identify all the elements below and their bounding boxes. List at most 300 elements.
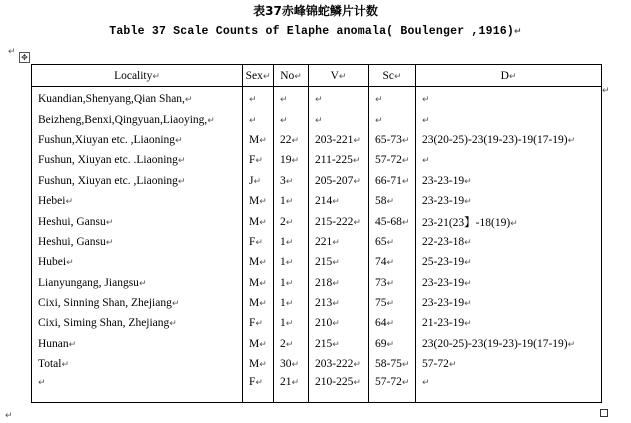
cell-value: 74 bbox=[375, 256, 387, 269]
cell-locality[interactable] bbox=[32, 211, 243, 231]
cell-no[interactable] bbox=[274, 150, 309, 170]
cell-value: 22 bbox=[280, 133, 292, 146]
cell-v[interactable] bbox=[309, 171, 369, 191]
cell-mark-icon: ↵ bbox=[386, 299, 395, 310]
cell-mark-icon: ↵ bbox=[353, 378, 361, 389]
table-row bbox=[32, 150, 602, 170]
cell-d[interactable] bbox=[416, 171, 602, 191]
cell-locality[interactable] bbox=[32, 313, 243, 333]
cell-sc[interactable] bbox=[369, 211, 416, 231]
cell-value: 19 bbox=[280, 154, 292, 167]
cell-mark-icon: ↵ bbox=[332, 278, 340, 289]
cell-d[interactable] bbox=[416, 354, 602, 374]
cell-value: 1 bbox=[280, 297, 286, 310]
cell-no[interactable] bbox=[274, 374, 309, 403]
cell-mark-icon: ↵ bbox=[464, 176, 472, 187]
cell-mark-icon: ↵ bbox=[508, 71, 517, 82]
table-title-english-text: Table 37 Scale Counts of Elaphe anomala( Boulenger ,1916) bbox=[109, 25, 514, 38]
cell-value: Total bbox=[38, 358, 62, 371]
cell-no[interactable] bbox=[274, 273, 309, 293]
cell-locality[interactable] bbox=[32, 374, 243, 403]
cell-mark-icon: ↵ bbox=[567, 339, 576, 350]
cell-value: 23(20-25)-23(19-23)-19(17-19) bbox=[422, 133, 568, 146]
cell-d[interactable] bbox=[416, 150, 602, 170]
cell-mark-icon: ↵ bbox=[386, 319, 395, 330]
paragraph-mark-icon: ↵ bbox=[8, 47, 16, 57]
cell-sex[interactable] bbox=[243, 130, 274, 150]
cell-locality[interactable] bbox=[32, 252, 243, 272]
cell-sex[interactable] bbox=[243, 273, 274, 293]
table-row bbox=[32, 87, 602, 110]
cell-value: 210-225 bbox=[315, 376, 354, 389]
cell-no[interactable] bbox=[274, 293, 309, 313]
cell-d[interactable] bbox=[416, 334, 602, 354]
cell-value: 221 bbox=[315, 235, 333, 248]
cell-d[interactable] bbox=[416, 191, 602, 211]
cell-mark-icon: ↵ bbox=[259, 258, 267, 269]
cell-v[interactable] bbox=[309, 293, 369, 313]
cell-sex[interactable] bbox=[243, 374, 274, 403]
cell-no[interactable] bbox=[274, 211, 309, 231]
cell-value: M bbox=[249, 337, 260, 350]
cell-mark-icon: ↵ bbox=[291, 156, 300, 167]
cell-d[interactable] bbox=[416, 211, 602, 231]
column-header-label: Locality bbox=[114, 69, 153, 82]
column-header-label: V bbox=[330, 69, 339, 82]
cell-mark-icon: ↵ bbox=[422, 156, 430, 167]
table-row bbox=[32, 354, 602, 374]
cell-d[interactable] bbox=[416, 313, 602, 333]
cell-mark-icon: ↵ bbox=[291, 360, 300, 371]
cell-value: F bbox=[249, 154, 256, 167]
cell-value: 203-221 bbox=[315, 133, 354, 146]
cell-mark-icon: ↵ bbox=[332, 339, 340, 350]
cell-mark-icon: ↵ bbox=[175, 135, 183, 146]
cell-mark-icon: ↵ bbox=[386, 339, 395, 350]
cell-value: 203-222 bbox=[315, 358, 354, 371]
cell-mark-icon: ↵ bbox=[315, 95, 323, 106]
cell-mark-icon: ↵ bbox=[464, 299, 472, 310]
cell-value: Fushun, Xiuyan etc. ,Liaoning bbox=[38, 174, 178, 187]
cell-value: Kuandian,Shenyang,Qian Shan, bbox=[38, 93, 185, 106]
cell-mark-icon: ↵ bbox=[65, 197, 74, 208]
cell-no[interactable] bbox=[274, 252, 309, 272]
cell-d[interactable] bbox=[416, 293, 602, 313]
cell-v[interactable] bbox=[309, 374, 369, 403]
cell-mark-icon: ↵ bbox=[285, 339, 294, 350]
table-row bbox=[32, 273, 602, 293]
cell-mark-icon: ↵ bbox=[315, 115, 323, 126]
cell-mark-icon: ↵ bbox=[422, 115, 430, 126]
cell-value: 25-23-19 bbox=[422, 256, 465, 269]
cell-mark-icon: ↵ bbox=[207, 115, 215, 126]
cell-mark-icon: ↵ bbox=[464, 197, 472, 208]
cell-value: M bbox=[249, 297, 260, 310]
cell-no[interactable] bbox=[274, 87, 309, 110]
cell-sc[interactable] bbox=[369, 191, 416, 211]
cell-sc[interactable] bbox=[369, 171, 416, 191]
cell-mark-icon: ↵ bbox=[255, 156, 263, 167]
cell-sex[interactable] bbox=[243, 293, 274, 313]
cell-value: 65-73 bbox=[375, 133, 402, 146]
cell-mark-icon: ↵ bbox=[386, 237, 395, 248]
cell-mark-icon: ↵ bbox=[253, 176, 262, 187]
cell-value: 73 bbox=[375, 276, 387, 289]
cell-value: F bbox=[249, 235, 256, 248]
cell-mark-icon: ↵ bbox=[353, 217, 361, 228]
cell-mark-icon: ↵ bbox=[353, 360, 361, 371]
cell-mark-icon: ↵ bbox=[332, 237, 340, 248]
cell-mark-icon: ↵ bbox=[464, 319, 472, 330]
cell-locality[interactable] bbox=[32, 293, 243, 313]
cell-mark-icon: ↵ bbox=[259, 299, 267, 310]
table-row bbox=[32, 252, 602, 272]
cell-locality[interactable] bbox=[32, 191, 243, 211]
cell-value: 215 bbox=[315, 256, 333, 269]
cell-no[interactable] bbox=[274, 313, 309, 333]
cell-sc[interactable] bbox=[369, 109, 416, 129]
cell-locality[interactable] bbox=[32, 109, 243, 129]
cell-value: 21 bbox=[280, 376, 292, 389]
cell-mark-icon: ↵ bbox=[332, 197, 340, 208]
cell-locality[interactable] bbox=[32, 130, 243, 150]
cell-mark-icon: ↵ bbox=[249, 95, 257, 106]
cell-mark-icon: ↵ bbox=[338, 71, 347, 82]
cell-mark-icon: ↵ bbox=[285, 278, 294, 289]
cell-value: 57-72 bbox=[375, 154, 402, 167]
cell-value: 23-23-19 bbox=[422, 174, 465, 187]
cell-value: M bbox=[249, 195, 260, 208]
cell-mark-icon: ↵ bbox=[386, 197, 395, 208]
cell-mark-icon: ↵ bbox=[401, 378, 410, 389]
cell-no[interactable] bbox=[274, 130, 309, 150]
cell-mark-icon: ↵ bbox=[152, 71, 160, 82]
cell-value: M bbox=[249, 256, 260, 269]
cell-mark-icon: ↵ bbox=[177, 156, 186, 167]
cell-mark-icon: ↵ bbox=[294, 71, 302, 82]
cell-value: F bbox=[249, 317, 256, 330]
cell-sex[interactable] bbox=[243, 313, 274, 333]
cell-mark-icon: ↵ bbox=[285, 319, 294, 330]
cell-value: 211-225 bbox=[315, 154, 353, 167]
cell-mark-icon: ↵ bbox=[285, 237, 294, 248]
cell-sex[interactable] bbox=[243, 252, 274, 272]
cell-value: 57-72 bbox=[422, 358, 449, 371]
cell-v[interactable] bbox=[309, 191, 369, 211]
cell-v[interactable] bbox=[309, 109, 369, 129]
cell-value: Heshui, Gansu bbox=[38, 215, 106, 228]
cell-mark-icon: ↵ bbox=[464, 237, 472, 248]
table-row bbox=[32, 211, 602, 231]
cell-mark-icon: ↵ bbox=[464, 278, 472, 289]
cell-value: 1 bbox=[280, 235, 286, 248]
table-row bbox=[32, 232, 602, 252]
cell-no[interactable] bbox=[274, 334, 309, 354]
cell-v[interactable] bbox=[309, 211, 369, 231]
cell-mark-icon: ↵ bbox=[285, 258, 294, 269]
cell-mark-icon: ↵ bbox=[61, 360, 70, 371]
cell-mark-icon: ↵ bbox=[375, 95, 383, 106]
cell-mark-icon: ↵ bbox=[401, 156, 410, 167]
cell-locality[interactable] bbox=[32, 232, 243, 252]
paragraph-mark-icon: ↵ bbox=[5, 411, 13, 421]
cell-mark-icon: ↵ bbox=[401, 135, 410, 146]
cell-sc[interactable] bbox=[369, 354, 416, 374]
cell-mark-icon: ↵ bbox=[171, 299, 180, 310]
cell-locality[interactable] bbox=[32, 354, 243, 374]
cell-sc[interactable] bbox=[369, 293, 416, 313]
cell-value: M bbox=[249, 215, 260, 228]
cell-value: 3 bbox=[280, 174, 286, 187]
cell-mark-icon: ↵ bbox=[249, 115, 257, 126]
cell-d[interactable] bbox=[416, 232, 602, 252]
cell-value: J bbox=[249, 174, 254, 187]
cell-v[interactable] bbox=[309, 273, 369, 293]
cell-mark-icon: ↵ bbox=[422, 95, 430, 106]
cell-value: 58-75 bbox=[375, 358, 402, 371]
paragraph-mark-icon: ↵ bbox=[514, 27, 522, 37]
cell-value: Hubei bbox=[38, 256, 67, 269]
column-header-locality bbox=[32, 65, 243, 87]
column-header-v bbox=[309, 65, 369, 87]
row-end-mark-icon: ↵ bbox=[602, 86, 610, 96]
cell-sex[interactable] bbox=[243, 354, 274, 374]
cell-value: Hebei bbox=[38, 195, 66, 208]
cell-sc[interactable] bbox=[369, 313, 416, 333]
table-move-handle-icon[interactable]: ✥ bbox=[19, 52, 30, 63]
cell-mark-icon: ↵ bbox=[259, 217, 267, 228]
cell-mark-icon: ↵ bbox=[259, 197, 267, 208]
cell-value: 64 bbox=[375, 317, 387, 330]
cell-mark-icon: ↵ bbox=[393, 71, 402, 82]
cell-v[interactable] bbox=[309, 334, 369, 354]
table-title-chinese: 表37赤峰锦蛇鳞片计数 bbox=[253, 4, 378, 18]
cell-value: 45-68 bbox=[375, 215, 402, 228]
cell-mark-icon: ↵ bbox=[448, 360, 457, 371]
cell-mark-icon: ↵ bbox=[259, 339, 267, 350]
table-row bbox=[32, 374, 602, 403]
cell-value: 2 bbox=[280, 215, 286, 228]
table-resize-handle[interactable] bbox=[600, 409, 608, 417]
cell-mark-icon: ↵ bbox=[353, 176, 361, 187]
cell-value: F bbox=[249, 376, 256, 389]
cell-mark-icon: ↵ bbox=[332, 319, 340, 330]
cell-sex[interactable] bbox=[243, 171, 274, 191]
cell-mark-icon: ↵ bbox=[280, 95, 288, 106]
cell-value: Fushun, Xiuyan etc. .Liaoning bbox=[38, 154, 178, 167]
cell-value: 57-72 bbox=[375, 376, 402, 389]
table-row bbox=[32, 313, 602, 333]
cell-sex[interactable] bbox=[243, 334, 274, 354]
cell-value: 215 bbox=[315, 337, 333, 350]
cell-locality[interactable] bbox=[32, 87, 243, 110]
cell-value: 214 bbox=[315, 195, 333, 208]
cell-value: Heshui, Gansu bbox=[38, 235, 106, 248]
table-row bbox=[32, 191, 602, 211]
cell-v[interactable] bbox=[309, 87, 369, 110]
cell-no[interactable] bbox=[274, 191, 309, 211]
cell-value: Fushun,Xiuyan etc. ,Liaoning bbox=[38, 133, 176, 146]
cell-mark-icon: ↵ bbox=[386, 258, 395, 269]
cell-value: 1 bbox=[280, 317, 286, 330]
table-title-english bbox=[0, 25, 631, 38]
cell-d[interactable] bbox=[416, 273, 602, 293]
cell-mark-icon: ↵ bbox=[105, 217, 114, 228]
cell-mark-icon: ↵ bbox=[285, 197, 294, 208]
cell-value: M bbox=[249, 358, 260, 371]
cell-mark-icon: ↵ bbox=[259, 278, 267, 289]
cell-no[interactable] bbox=[274, 354, 309, 374]
cell-mark-icon: ↵ bbox=[255, 319, 263, 330]
cell-v[interactable] bbox=[309, 313, 369, 333]
cell-v[interactable] bbox=[309, 232, 369, 252]
cell-d[interactable] bbox=[416, 109, 602, 129]
column-header-label: D bbox=[500, 69, 509, 82]
column-header-sc bbox=[369, 65, 416, 87]
cell-value: 23-23-19 bbox=[422, 276, 465, 289]
cell-mark-icon: ↵ bbox=[105, 237, 114, 248]
cell-mark-icon: ↵ bbox=[262, 71, 271, 82]
cell-mark-icon: ↵ bbox=[255, 378, 263, 389]
cell-value: Hunan bbox=[38, 337, 69, 350]
table-row bbox=[32, 334, 602, 354]
column-header-label: No bbox=[280, 69, 295, 82]
cell-mark-icon: ↵ bbox=[386, 278, 395, 289]
cell-no[interactable] bbox=[274, 232, 309, 252]
cell-mark-icon: ↵ bbox=[375, 115, 383, 126]
column-header-sex bbox=[243, 65, 274, 87]
cell-value: M bbox=[249, 276, 260, 289]
cell-d[interactable] bbox=[416, 252, 602, 272]
cell-value: 2 bbox=[280, 337, 286, 350]
cell-mark-icon: ↵ bbox=[401, 176, 410, 187]
cell-mark-icon: ↵ bbox=[280, 115, 288, 126]
cell-value: 21-23-19 bbox=[422, 317, 465, 330]
cell-mark-icon: ↵ bbox=[38, 378, 46, 389]
cell-mark-icon: ↵ bbox=[255, 237, 263, 248]
cell-value: 66-71 bbox=[375, 174, 402, 187]
cell-mark-icon: ↵ bbox=[401, 217, 410, 228]
scale-counts-table bbox=[31, 64, 602, 403]
cell-sc[interactable] bbox=[369, 232, 416, 252]
cell-v[interactable] bbox=[309, 150, 369, 170]
cell-value: 215-222 bbox=[315, 215, 354, 228]
cell-sc[interactable] bbox=[369, 252, 416, 272]
cell-value: 210 bbox=[315, 317, 333, 330]
cell-mark-icon: ↵ bbox=[138, 278, 147, 289]
cell-mark-icon: ↵ bbox=[285, 176, 294, 187]
table-body bbox=[32, 87, 602, 403]
cell-mark-icon: ↵ bbox=[464, 258, 472, 269]
table-row bbox=[32, 171, 602, 191]
cell-sex[interactable] bbox=[243, 87, 274, 110]
cell-value: 213 bbox=[315, 297, 333, 310]
cell-d[interactable] bbox=[416, 87, 602, 110]
cell-value: 1 bbox=[280, 256, 286, 269]
cell-mark-icon: ↵ bbox=[259, 360, 267, 371]
cell-mark-icon: ↵ bbox=[510, 218, 518, 229]
cell-mark-icon: ↵ bbox=[401, 360, 410, 371]
cell-value: Beizheng,Benxi,Qingyuan,Liaoying, bbox=[38, 113, 208, 126]
cell-value: 23-23-19 bbox=[422, 195, 465, 208]
cell-value: 22-23-18 bbox=[422, 235, 465, 248]
cell-v[interactable] bbox=[309, 252, 369, 272]
cell-sex[interactable] bbox=[243, 150, 274, 170]
cell-value: 23-21(23】-18(19) bbox=[422, 216, 511, 229]
cell-mark-icon: ↵ bbox=[285, 217, 294, 228]
cell-value: 1 bbox=[280, 276, 286, 289]
cell-value: Lianyungang, Jiangsu bbox=[38, 276, 139, 289]
cell-sc[interactable] bbox=[369, 334, 416, 354]
cell-sex[interactable] bbox=[243, 211, 274, 231]
cell-sex[interactable] bbox=[243, 191, 274, 211]
cell-mark-icon: ↵ bbox=[332, 299, 340, 310]
cell-mark-icon: ↵ bbox=[177, 176, 186, 187]
cell-locality[interactable] bbox=[32, 273, 243, 293]
cell-mark-icon: ↵ bbox=[259, 135, 267, 146]
cell-value: 58 bbox=[375, 195, 387, 208]
cell-value: 23(20-25)-23(19-23)-19(17-19) bbox=[422, 337, 568, 350]
cell-value: 69 bbox=[375, 337, 387, 350]
cell-sc[interactable] bbox=[369, 150, 416, 170]
cell-locality[interactable] bbox=[32, 150, 243, 170]
cell-value: 30 bbox=[280, 358, 292, 371]
cell-no[interactable] bbox=[274, 109, 309, 129]
cell-mark-icon: ↵ bbox=[169, 319, 177, 330]
cell-v[interactable] bbox=[309, 130, 369, 150]
table-row bbox=[32, 130, 602, 150]
column-header-label: Sc bbox=[382, 69, 394, 82]
cell-locality[interactable] bbox=[32, 171, 243, 191]
cell-mark-icon: ↵ bbox=[285, 299, 294, 310]
cell-sex[interactable] bbox=[243, 109, 274, 129]
column-header-d bbox=[416, 65, 602, 87]
cell-mark-icon: ↵ bbox=[422, 378, 430, 389]
cell-value: 75 bbox=[375, 297, 387, 310]
cell-d[interactable] bbox=[416, 374, 602, 403]
cell-no[interactable] bbox=[274, 171, 309, 191]
cell-v[interactable] bbox=[309, 354, 369, 374]
cell-sex[interactable] bbox=[243, 232, 274, 252]
cell-value: M bbox=[249, 133, 260, 146]
cell-sc[interactable] bbox=[369, 374, 416, 403]
cell-mark-icon: ↵ bbox=[332, 258, 340, 269]
cell-sc[interactable] bbox=[369, 273, 416, 293]
cell-mark-icon: ↵ bbox=[291, 378, 300, 389]
column-header-label: Sex bbox=[245, 69, 263, 82]
table-row bbox=[32, 293, 602, 313]
cell-value: 23-23-19 bbox=[422, 297, 465, 310]
table-row bbox=[32, 109, 602, 129]
cell-locality[interactable] bbox=[32, 334, 243, 354]
cell-mark-icon: ↵ bbox=[68, 339, 77, 350]
cell-mark-icon: ↵ bbox=[353, 135, 361, 146]
cell-mark-icon: ↵ bbox=[291, 135, 300, 146]
cell-value: Cixi, Sinning Shan, Zhejiang bbox=[38, 297, 172, 310]
cell-value: 218 bbox=[315, 276, 333, 289]
table-header-row bbox=[32, 65, 602, 87]
cell-d[interactable] bbox=[416, 130, 602, 150]
cell-mark-icon: ↵ bbox=[352, 156, 361, 167]
column-header-no bbox=[274, 65, 309, 87]
cell-value: 1 bbox=[280, 195, 286, 208]
cell-value: Cixi, Siming Shan, Zhejiang bbox=[38, 317, 170, 330]
cell-mark-icon: ↵ bbox=[184, 95, 193, 106]
cell-sc[interactable] bbox=[369, 87, 416, 110]
cell-sc[interactable] bbox=[369, 130, 416, 150]
cell-value: 65 bbox=[375, 235, 387, 248]
cell-value: 205-207 bbox=[315, 174, 354, 187]
